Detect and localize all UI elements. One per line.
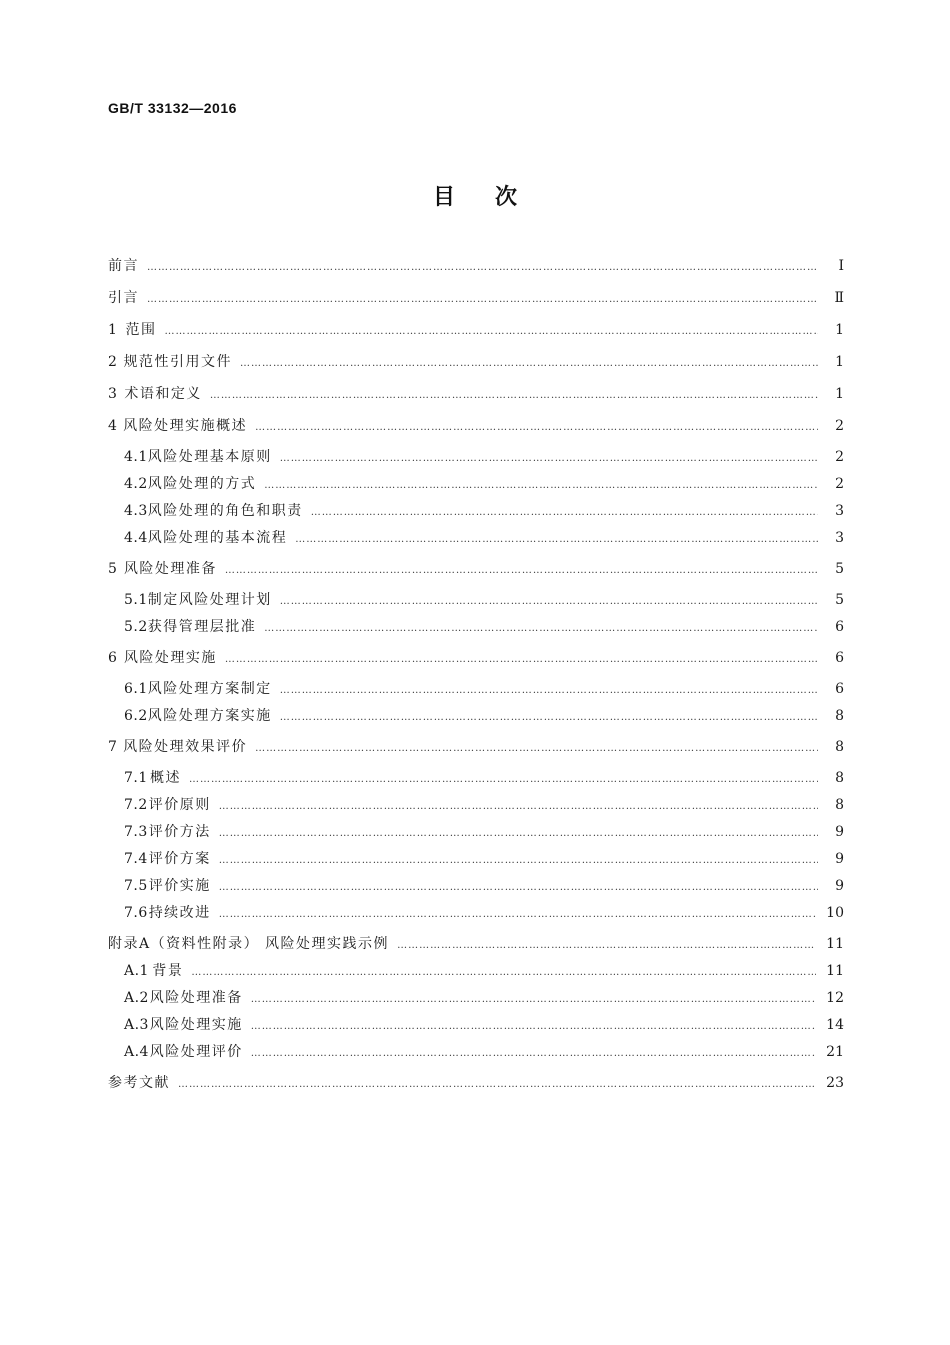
toc-entry-subsection[interactable] xyxy=(108,528,844,550)
toc-entry-page: 1 xyxy=(835,322,844,338)
toc-entry-appendix-subsection[interactable] xyxy=(108,1015,844,1037)
toc-entry-appendix-subsection[interactable] xyxy=(108,1042,844,1064)
toc-entry-number: 7.3 xyxy=(124,824,148,840)
toc-entry-subsection[interactable] xyxy=(108,501,844,523)
toc-entry-number: 4.1 xyxy=(124,449,148,465)
toc-entry-page: 10 xyxy=(826,905,844,921)
dot-leader xyxy=(210,386,818,406)
toc-entry-label: 风险处理准备 xyxy=(123,561,217,577)
toc-entry-number: A.3 xyxy=(124,1017,149,1033)
toc-entry-page: 11 xyxy=(826,936,844,952)
dot-leader xyxy=(251,990,816,1010)
toc-entry-label: 风险处理方案制定 xyxy=(147,681,272,697)
toc-entry-label: 风险处理准备 xyxy=(149,990,243,1006)
toc-entry-label: 范围 xyxy=(125,322,157,338)
toc-entry-label: 风险处理实施 xyxy=(123,650,217,666)
dot-leader xyxy=(225,561,818,581)
toc-entry-label: 风险处理实施概述 xyxy=(123,418,248,434)
toc-entry-page: 12 xyxy=(826,990,844,1006)
standard-code: GB/T 33132—2016 xyxy=(108,100,237,116)
dot-leader xyxy=(189,770,818,790)
toc-entry-page: 6 xyxy=(835,650,844,666)
toc-entry-section-1[interactable] xyxy=(108,320,844,342)
toc-entry-page: Ⅰ xyxy=(838,258,844,274)
toc-entry-foreword[interactable] xyxy=(108,256,844,278)
toc-entry-number: 7.6 xyxy=(124,905,148,921)
toc-entry-label: 风险处理效果评价 xyxy=(123,739,248,755)
toc-entry-page: 5 xyxy=(835,592,844,608)
toc-entry-section-3[interactable] xyxy=(108,384,844,406)
dot-leader xyxy=(280,708,818,728)
toc-entry-page: 2 xyxy=(835,418,844,434)
toc-entry-number: 2 xyxy=(108,354,118,370)
toc-entry-section-2[interactable] xyxy=(108,352,844,374)
dot-leader xyxy=(225,650,818,670)
table-of-contents xyxy=(108,256,844,1095)
dot-leader xyxy=(191,963,816,983)
toc-entry-number: 5 xyxy=(108,561,118,577)
toc-entry-number: A.4 xyxy=(124,1044,149,1060)
dot-leader xyxy=(251,1017,816,1037)
toc-entry-number: 4.4 xyxy=(124,530,148,546)
toc-entry-number: 7.2 xyxy=(124,797,148,813)
dot-leader xyxy=(264,619,818,639)
toc-entry-page: 14 xyxy=(826,1017,844,1033)
toc-entry-label: 术语和定义 xyxy=(124,386,202,402)
toc-entry-subsection[interactable] xyxy=(108,849,844,871)
toc-entry-label: 获得管理层批准 xyxy=(147,619,257,635)
toc-entry-number: 6.2 xyxy=(124,708,148,724)
toc-entry-page: 5 xyxy=(835,561,844,577)
toc-entry-page: 21 xyxy=(826,1044,844,1060)
toc-entry-label: 评价原则 xyxy=(148,797,211,813)
toc-entry-page: 9 xyxy=(835,851,844,867)
toc-title: 目次 xyxy=(432,185,557,210)
toc-entry-subsection[interactable] xyxy=(108,768,844,790)
dot-leader xyxy=(240,354,818,374)
toc-entry-subsection[interactable] xyxy=(108,679,844,701)
toc-entry-page: 6 xyxy=(835,619,844,635)
dot-leader xyxy=(311,503,818,523)
toc-entry-section-7[interactable] xyxy=(108,737,844,759)
dot-leader xyxy=(147,258,818,278)
toc-entry-label: 评价实施 xyxy=(148,878,211,894)
toc-entry-subsection[interactable] xyxy=(108,795,844,817)
dot-leader xyxy=(219,851,818,871)
toc-entry-page: 11 xyxy=(826,963,844,979)
toc-entry-bibliography[interactable] xyxy=(108,1073,844,1095)
toc-entry-page: 8 xyxy=(835,708,844,724)
toc-entry-label: 引言 xyxy=(108,290,139,306)
toc-entry-label: 评价方法 xyxy=(148,824,211,840)
toc-entry-section-4[interactable] xyxy=(108,416,844,438)
toc-entry-number: 5.2 xyxy=(124,619,148,635)
dot-leader xyxy=(219,878,818,898)
toc-entry-label: 背景 xyxy=(152,963,184,979)
dot-leader xyxy=(251,1044,816,1064)
toc-entry-subsection[interactable] xyxy=(108,474,844,496)
toc-entry-number: 5.1 xyxy=(124,592,148,608)
toc-entry-page: 1 xyxy=(835,386,844,402)
dot-leader xyxy=(295,530,818,550)
toc-entry-subsection[interactable] xyxy=(108,447,844,469)
toc-entry-page: 9 xyxy=(835,824,844,840)
dot-leader xyxy=(264,476,818,496)
toc-entry-subsection[interactable] xyxy=(108,876,844,898)
toc-entry-label: 规范性引用文件 xyxy=(123,354,233,370)
toc-entry-number: 7.4 xyxy=(124,851,148,867)
toc-entry-page: 8 xyxy=(835,797,844,813)
toc-entry-subsection[interactable] xyxy=(108,822,844,844)
toc-entry-number: 7.5 xyxy=(124,878,148,894)
toc-entry-label: 风险处理方案实施 xyxy=(147,708,272,724)
toc-entry-subsection[interactable] xyxy=(108,617,844,639)
toc-entry-number: 7.1 xyxy=(124,770,148,786)
toc-entry-subsection[interactable] xyxy=(108,903,844,925)
toc-entry-page: 3 xyxy=(835,530,844,546)
toc-entry-label: 制定风险处理计划 xyxy=(147,592,272,608)
dot-leader xyxy=(280,681,818,701)
toc-entry-number: 3 xyxy=(108,386,118,402)
dot-leader xyxy=(165,322,818,342)
toc-entry-number: A.1 xyxy=(124,963,149,979)
toc-entry-page: 9 xyxy=(835,878,844,894)
toc-entry-introduction[interactable] xyxy=(108,288,844,310)
dot-leader xyxy=(147,290,818,310)
toc-entry-number: 6.1 xyxy=(124,681,148,697)
toc-entry-label: 风险处理基本原则 xyxy=(147,449,272,465)
toc-entry-page: 2 xyxy=(835,476,844,492)
toc-entry-label: 参考文献 xyxy=(108,1075,170,1091)
toc-entry-number: 7 xyxy=(108,739,118,755)
toc-entry-number: 4.3 xyxy=(124,503,148,519)
dot-leader xyxy=(280,449,818,469)
dot-leader xyxy=(219,797,818,817)
toc-entry-page: 1 xyxy=(835,354,844,370)
toc-entry-page: 6 xyxy=(835,681,844,697)
toc-entry-subsection[interactable] xyxy=(108,706,844,728)
dot-leader xyxy=(219,824,818,844)
toc-entry-label: 风险处理的方式 xyxy=(147,476,257,492)
toc-entry-subsection[interactable] xyxy=(108,590,844,612)
toc-entry-page: 8 xyxy=(835,739,844,755)
toc-entry-label: 风险处理实施 xyxy=(149,1017,243,1033)
toc-entry-number: 4 xyxy=(108,418,118,434)
toc-entry-number: 6 xyxy=(108,650,118,666)
toc-entry-appendix-subsection[interactable] xyxy=(108,961,844,983)
toc-entry-label: 风险处理的角色和职责 xyxy=(147,503,303,519)
toc-entry-page: 2 xyxy=(835,449,844,465)
toc-entry-section-6[interactable] xyxy=(108,648,844,670)
toc-entry-section-5[interactable] xyxy=(108,559,844,581)
toc-entry-label: 风险处理评价 xyxy=(149,1044,243,1060)
toc-entry-page: Ⅱ xyxy=(834,290,844,306)
toc-entry-page: 8 xyxy=(835,770,844,786)
toc-entry-label: 持续改进 xyxy=(148,905,211,921)
toc-entry-label: 风险处理的基本流程 xyxy=(147,530,288,546)
toc-entry-label: 附录A（资料性附录） 风险处理实践示例 xyxy=(108,936,390,952)
toc-entry-number: 1 xyxy=(108,322,118,338)
dot-leader xyxy=(255,739,818,759)
dot-leader xyxy=(219,905,816,925)
toc-entry-label: 前言 xyxy=(108,258,139,274)
toc-entry-appendix-subsection[interactable] xyxy=(108,988,844,1010)
toc-entry-number: A.2 xyxy=(124,990,149,1006)
dot-leader xyxy=(255,418,818,438)
toc-entry-label: 评价方案 xyxy=(148,851,211,867)
toc-entry-page: 3 xyxy=(835,503,844,519)
dot-leader xyxy=(178,1075,816,1095)
toc-entry-number: 4.2 xyxy=(124,476,148,492)
toc-entry-page: 23 xyxy=(826,1075,844,1091)
dot-leader xyxy=(397,936,816,956)
dot-leader xyxy=(280,592,818,612)
toc-entry-appendix-a[interactable] xyxy=(108,934,844,956)
toc-entry-label: 概述 xyxy=(149,770,181,786)
